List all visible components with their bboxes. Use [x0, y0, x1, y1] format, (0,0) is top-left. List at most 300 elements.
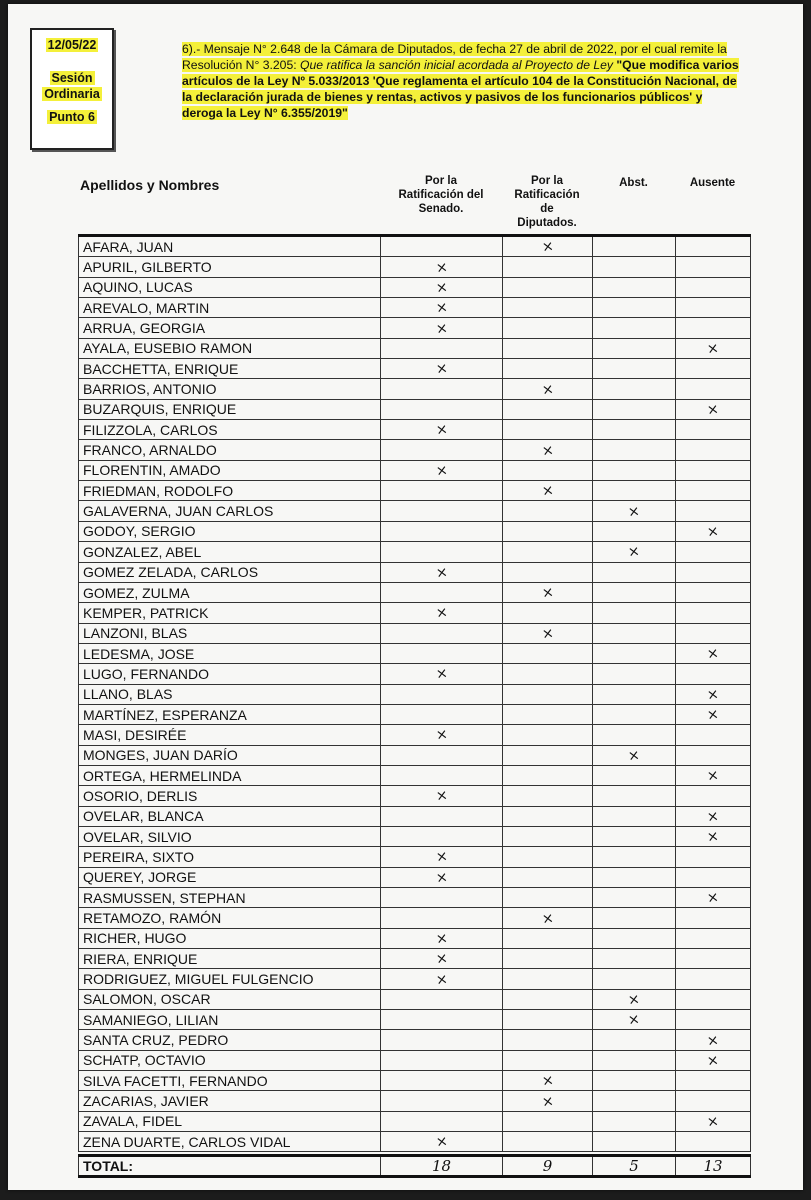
vote-cell-diputados: [503, 1091, 593, 1111]
vote-cell-abst: [593, 460, 676, 480]
vote-cell-ausente: [676, 806, 751, 826]
vote-cell-diputados: [503, 562, 593, 582]
vote-cell-senado: [381, 236, 503, 257]
vote-cell-ausente: [676, 420, 751, 440]
column-header-ausente: Ausente: [689, 177, 736, 189]
table-row: [79, 643, 751, 663]
legislator-name: LLANO, BLAS: [79, 684, 381, 704]
vote-cell-diputados: [503, 521, 593, 541]
vote-mark: ×: [434, 1133, 449, 1152]
table-row: [79, 867, 751, 887]
session-date: 12/05/22: [47, 38, 97, 52]
vote-cell-abst: [593, 420, 676, 440]
vote-cell-diputados: [503, 1050, 593, 1070]
legislator-name: APURIL, GILBERTO: [79, 257, 381, 277]
vote-cell-senado: [381, 969, 503, 989]
vote-cell-abst: [593, 236, 676, 257]
vote-cell-ausente: [676, 643, 751, 663]
table-row: [79, 765, 751, 785]
vote-cell-ausente: [676, 765, 751, 785]
table-row: [79, 623, 751, 643]
table-row: [79, 481, 751, 501]
vote-cell-diputados: [503, 786, 593, 806]
vote-cell-diputados: [503, 765, 593, 785]
vote-cell-ausente: [676, 623, 751, 643]
vote-cell-abst: [593, 1010, 676, 1030]
total-ausente: 13: [676, 1156, 751, 1177]
vote-cell-ausente: [676, 338, 751, 358]
vote-mark: ×: [706, 1031, 720, 1050]
vote-cell-senado: [381, 440, 503, 460]
column-header-abst: Abst.: [619, 177, 648, 189]
agenda-item-description: [182, 41, 742, 121]
document-page: [8, 4, 803, 1190]
vote-mark: ×: [706, 645, 720, 663]
vote-cell-senado: [381, 928, 503, 948]
total-diputados: 9: [503, 1156, 593, 1177]
table-row: [79, 1010, 751, 1030]
vote-cell-diputados: [503, 643, 593, 663]
table-row: [79, 1091, 751, 1111]
vote-cell-abst: [593, 1091, 676, 1111]
vote-cell-ausente: [676, 1111, 751, 1131]
vote-cell-senado: [381, 745, 503, 765]
vote-cell-senado: [381, 359, 503, 379]
table-row: [79, 318, 751, 338]
vote-mark: ×: [706, 1052, 720, 1070]
legislator-name: GOMEZ ZELADA, CARLOS: [79, 562, 381, 582]
vote-cell-ausente: [676, 1050, 751, 1070]
vote-cell-ausente: [676, 928, 751, 948]
vote-cell-ausente: [676, 949, 751, 969]
vote-cell-senado: [381, 1111, 503, 1131]
vote-cell-diputados: [503, 399, 593, 419]
vote-cell-ausente: [676, 501, 751, 521]
legislator-name: LANZONI, BLAS: [79, 623, 381, 643]
vote-mark: ×: [627, 543, 641, 562]
vote-cell-senado: [381, 684, 503, 704]
agenda-item-part1: Mensaje N° 2.648 de la Cámara de Diputados, de fecha 27 de abril de 2022, por el cual remite la Resolución N° 3.205:: [182, 42, 727, 72]
vote-mark: ×: [706, 1113, 720, 1131]
vote-mark: ×: [434, 258, 449, 277]
vote-cell-senado: [381, 704, 503, 724]
vote-cell-ausente: [676, 725, 751, 745]
vote-cell-diputados: [503, 989, 593, 1009]
legislator-name: SALOMON, OSCAR: [79, 989, 381, 1009]
table-row: [79, 399, 751, 419]
vote-cell-ausente: [676, 1010, 751, 1030]
vote-cell-senado: [381, 623, 503, 643]
vote-cell-abst: [593, 969, 676, 989]
vote-cell-ausente: [676, 888, 751, 908]
table-row: [79, 826, 751, 846]
vote-cell-abst: [593, 989, 676, 1009]
vote-cell-abst: [593, 1071, 676, 1091]
vote-mark: ×: [706, 889, 720, 907]
legislator-name: OVELAR, BLANCA: [79, 806, 381, 826]
vote-mark: ×: [540, 380, 555, 399]
vote-cell-diputados: [503, 1132, 593, 1152]
legislator-name: AQUINO, LUCAS: [79, 277, 381, 297]
vote-cell-senado: [381, 277, 503, 297]
table-row: [79, 582, 751, 602]
vote-cell-senado: [381, 1050, 503, 1070]
vote-mark: ×: [540, 1072, 555, 1091]
table-row: [79, 949, 751, 969]
vote-cell-abst: [593, 725, 676, 745]
vote-mark: ×: [434, 279, 449, 297]
vote-cell-senado: [381, 1010, 503, 1030]
vote-cell-diputados: [503, 603, 593, 623]
table-row: [79, 969, 751, 989]
vote-mark: ×: [434, 970, 449, 989]
total-label: TOTAL:: [79, 1156, 381, 1177]
legislator-name: SCHATP, OCTAVIO: [79, 1050, 381, 1070]
legislator-name: OSORIO, DERLIS: [79, 786, 381, 806]
vote-cell-senado: [381, 521, 503, 541]
legislator-name: AYALA, EUSEBIO RAMON: [79, 338, 381, 358]
vote-cell-senado: [381, 765, 503, 785]
table-row: [79, 501, 751, 521]
vote-cell-senado: [381, 867, 503, 887]
vote-cell-abst: [593, 806, 676, 826]
vote-mark: ×: [434, 950, 449, 968]
vote-cell-ausente: [676, 684, 751, 704]
vote-cell-abst: [593, 582, 676, 602]
legislator-name: ZENA DUARTE, CARLOS VIDAL: [79, 1132, 381, 1152]
vote-cell-diputados: [503, 1071, 593, 1091]
vote-mark: ×: [434, 421, 449, 440]
vote-cell-ausente: [676, 379, 751, 399]
vote-cell-ausente: [676, 969, 751, 989]
legislator-name: SILVA FACETTI, FERNANDO: [79, 1071, 381, 1091]
vote-mark: ×: [434, 563, 449, 582]
vote-cell-diputados: [503, 379, 593, 399]
table-row: [79, 460, 751, 480]
table-row: [79, 908, 751, 928]
vote-cell-diputados: [503, 826, 593, 846]
vote-cell-ausente: [676, 1091, 751, 1111]
vote-cell-ausente: [676, 318, 751, 338]
vote-mark: ×: [627, 502, 641, 521]
vote-mark: ×: [434, 604, 449, 623]
table-row: [79, 786, 751, 806]
vote-cell-abst: [593, 847, 676, 867]
vote-mark: ×: [706, 685, 720, 704]
vote-cell-ausente: [676, 826, 751, 846]
legislator-name: BARRIOS, ANTONIO: [79, 379, 381, 399]
legislator-name: RASMUSSEN, STEPHAN: [79, 888, 381, 908]
vote-cell-diputados: [503, 725, 593, 745]
vote-cell-senado: [381, 908, 503, 928]
session-type-line1: Sesión: [51, 71, 93, 85]
vote-cell-diputados: [503, 582, 593, 602]
vote-cell-ausente: [676, 359, 751, 379]
table-row: [79, 379, 751, 399]
vote-cell-diputados: [503, 460, 593, 480]
vote-cell-abst: [593, 1030, 676, 1050]
vote-cell-abst: [593, 440, 676, 460]
table-row: [79, 1132, 751, 1152]
vote-cell-senado: [381, 318, 503, 338]
table-row: [79, 1111, 751, 1131]
vote-mark: ×: [434, 462, 449, 480]
legislator-name: RETAMOZO, RAMÓN: [79, 908, 381, 928]
vote-cell-abst: [593, 643, 676, 663]
vote-cell-ausente: [676, 1030, 751, 1050]
table-row: [79, 542, 751, 562]
legislator-name: SANTA CRUZ, PEDRO: [79, 1030, 381, 1050]
vote-cell-diputados: [503, 684, 593, 704]
table-row: [79, 440, 751, 460]
table-row: [79, 562, 751, 582]
vote-cell-diputados: [503, 338, 593, 358]
legislator-name: LEDESMA, JOSE: [79, 643, 381, 663]
legislator-name: FRANCO, ARNALDO: [79, 440, 381, 460]
vote-cell-abst: [593, 908, 676, 928]
legislator-name: RICHER, HUGO: [79, 928, 381, 948]
vote-mark: ×: [627, 1011, 641, 1029]
vote-cell-diputados: [503, 1010, 593, 1030]
legislator-name: GOMEZ, ZULMA: [79, 582, 381, 602]
vote-mark: ×: [434, 930, 449, 948]
vote-cell-abst: [593, 298, 676, 318]
vote-cell-senado: [381, 603, 503, 623]
total-abst: 5: [593, 1156, 676, 1177]
vote-cell-diputados: [503, 949, 593, 969]
total-senado: 18: [381, 1156, 503, 1177]
vote-mark: ×: [434, 848, 449, 867]
legislator-name: QUEREY, JORGE: [79, 867, 381, 887]
vote-cell-diputados: [503, 1111, 593, 1131]
vote-cell-senado: [381, 562, 503, 582]
vote-cell-senado: [381, 379, 503, 399]
vote-cell-abst: [593, 928, 676, 948]
vote-cell-diputados: [503, 481, 593, 501]
legislator-name: GALAVERNA, JUAN CARLOS: [79, 501, 381, 521]
vote-mark: ×: [706, 767, 720, 785]
session-info-box: [30, 28, 114, 150]
vote-cell-abst: [593, 257, 676, 277]
vote-cell-diputados: [503, 257, 593, 277]
table-row: [79, 928, 751, 948]
table-row: [79, 257, 751, 277]
vote-mark: ×: [434, 787, 449, 806]
legislator-name: RIERA, ENRIQUE: [79, 949, 381, 969]
vote-mark: ×: [706, 828, 720, 846]
vote-cell-ausente: [676, 664, 751, 684]
vote-cell-senado: [381, 786, 503, 806]
vote-cell-abst: [593, 338, 676, 358]
vote-cell-diputados: [503, 745, 593, 765]
table-row: [79, 298, 751, 318]
vote-cell-diputados: [503, 1030, 593, 1050]
legislator-name: ZAVALA, FIDEL: [79, 1111, 381, 1131]
column-header-senado: Por la Ratificación del Senado.: [398, 175, 484, 215]
vote-cell-ausente: [676, 277, 751, 297]
table-row: [79, 521, 751, 541]
vote-cell-senado: [381, 888, 503, 908]
vote-mark: ×: [434, 726, 449, 745]
vote-mark: ×: [706, 523, 720, 541]
vote-cell-ausente: [676, 786, 751, 806]
vote-cell-diputados: [503, 664, 593, 684]
vote-cell-abst: [593, 765, 676, 785]
vote-mark: ×: [540, 909, 555, 928]
table-row: [79, 745, 751, 765]
vote-mark: ×: [434, 299, 449, 317]
vote-cell-diputados: [503, 704, 593, 724]
session-type-line2: Ordinaria: [44, 87, 100, 101]
legislator-name: RODRIGUEZ, MIGUEL FULGENCIO: [79, 969, 381, 989]
vote-cell-senado: [381, 420, 503, 440]
vote-cell-senado: [381, 542, 503, 562]
vote-cell-senado: [381, 582, 503, 602]
legislator-name: BUZARQUIS, ENRIQUE: [79, 399, 381, 419]
vote-cell-abst: [593, 888, 676, 908]
vote-cell-senado: [381, 949, 503, 969]
vote-cell-abst: [593, 501, 676, 521]
vote-cell-senado: [381, 481, 503, 501]
vote-cell-abst: [593, 521, 676, 541]
table-row: [79, 420, 751, 440]
table-row: [79, 277, 751, 297]
legislator-name: FLORENTIN, AMADO: [79, 460, 381, 480]
vote-mark: ×: [706, 340, 720, 358]
vote-cell-senado: [381, 826, 503, 846]
vote-cell-senado: [381, 460, 503, 480]
vote-cell-ausente: [676, 481, 751, 501]
vote-cell-ausente: [676, 542, 751, 562]
vote-cell-abst: [593, 359, 676, 379]
vote-cell-senado: [381, 338, 503, 358]
vote-cell-ausente: [676, 236, 751, 257]
vote-mark: ×: [706, 808, 720, 826]
legislator-name: BACCHETTA, ENRIQUE: [79, 359, 381, 379]
legislator-name: MARTÍNEZ, ESPERANZA: [79, 704, 381, 724]
vote-cell-senado: [381, 1091, 503, 1111]
table-row: [79, 989, 751, 1009]
vote-mark: ×: [434, 869, 449, 887]
vote-cell-abst: [593, 1050, 676, 1070]
legislator-name: GODOY, SERGIO: [79, 521, 381, 541]
vote-cell-diputados: [503, 318, 593, 338]
vote-cell-ausente: [676, 562, 751, 582]
vote-cell-senado: [381, 989, 503, 1009]
table-row: [79, 1050, 751, 1070]
table-row: [79, 236, 751, 257]
vote-cell-diputados: [503, 623, 593, 643]
vote-cell-ausente: [676, 460, 751, 480]
vote-mark: ×: [540, 482, 555, 501]
vote-cell-ausente: [676, 257, 751, 277]
column-header-diputados: Por la Ratificación de Diputados.: [514, 175, 580, 229]
vote-cell-abst: [593, 786, 676, 806]
vote-cell-senado: [381, 1030, 503, 1050]
vote-cell-senado: [381, 501, 503, 521]
table-row: [79, 704, 751, 724]
vote-cell-abst: [593, 542, 676, 562]
agenda-item-italic: Que ratifica la sanción inicial acordada al Proyecto de Ley: [300, 58, 614, 72]
vote-cell-diputados: [503, 908, 593, 928]
table-row: [79, 664, 751, 684]
column-header-names: Apellidos y Nombres: [80, 177, 220, 193]
legislator-name: AREVALO, MARTIN: [79, 298, 381, 318]
legislator-name: LUGO, FERNANDO: [79, 664, 381, 684]
vote-cell-abst: [593, 826, 676, 846]
legislator-name: KEMPER, PATRICK: [79, 603, 381, 623]
vote-mark: ×: [434, 665, 449, 684]
vote-cell-abst: [593, 664, 676, 684]
vote-mark: ×: [627, 991, 641, 1009]
vote-cell-ausente: [676, 908, 751, 928]
vote-cell-ausente: [676, 582, 751, 602]
table-row: [79, 847, 751, 867]
totals-row: [78, 1154, 751, 1178]
vote-cell-abst: [593, 399, 676, 419]
vote-cell-ausente: [676, 1132, 751, 1152]
vote-cell-ausente: [676, 704, 751, 724]
vote-cell-senado: [381, 399, 503, 419]
vote-cell-senado: [381, 847, 503, 867]
legislator-name: ORTEGA, HERMELINDA: [79, 765, 381, 785]
vote-cell-abst: [593, 684, 676, 704]
vote-cell-ausente: [676, 521, 751, 541]
table-row: [79, 603, 751, 623]
vote-mark: ×: [540, 1092, 555, 1111]
legislator-name: FILIZZOLA, CARLOS: [79, 420, 381, 440]
legislator-name: SAMANIEGO, LILIAN: [79, 1010, 381, 1030]
vote-cell-diputados: [503, 440, 593, 460]
vote-cell-senado: [381, 806, 503, 826]
vote-cell-diputados: [503, 847, 593, 867]
vote-cell-ausente: [676, 989, 751, 1009]
vote-table: [78, 234, 751, 1152]
legislator-name: MONGES, JUAN DARÍO: [79, 745, 381, 765]
vote-cell-ausente: [676, 603, 751, 623]
vote-cell-senado: [381, 643, 503, 663]
vote-cell-senado: [381, 1071, 503, 1091]
vote-cell-abst: [593, 745, 676, 765]
vote-cell-ausente: [676, 440, 751, 460]
vote-mark: ×: [434, 360, 449, 378]
legislator-name: GONZALEZ, ABEL: [79, 542, 381, 562]
vote-cell-ausente: [676, 1071, 751, 1091]
agenda-item-number: 6).-: [182, 42, 201, 56]
vote-cell-abst: [593, 1132, 676, 1152]
table-row: [79, 725, 751, 745]
vote-cell-diputados: [503, 236, 593, 257]
vote-cell-senado: [381, 257, 503, 277]
vote-cell-abst: [593, 318, 676, 338]
vote-cell-diputados: [503, 867, 593, 887]
vote-mark: ×: [706, 401, 720, 419]
vote-cell-ausente: [676, 399, 751, 419]
vote-cell-diputados: [503, 420, 593, 440]
vote-cell-diputados: [503, 298, 593, 318]
vote-mark: ×: [706, 706, 720, 724]
vote-mark: ×: [540, 624, 555, 643]
vote-cell-abst: [593, 379, 676, 399]
vote-cell-diputados: [503, 806, 593, 826]
agenda-item-bold: "Que modifica varios artículos de la Ley Nº 5.033/2013 'Que reglamenta el artículo 104 de la Constitución Nacional, de la declaración jurada de bienes y rentas, activos y pasivos de los funcionarios públicos' y deroga la Ley N° 6.355/2019": [182, 58, 739, 120]
vote-cell-abst: [593, 481, 676, 501]
vote-cell-senado: [381, 664, 503, 684]
legislator-name: PEREIRA, SIXTO: [79, 847, 381, 867]
legislator-name: AFARA, JUAN: [79, 236, 381, 257]
table-row: [79, 338, 751, 358]
table-row: [79, 1071, 751, 1091]
